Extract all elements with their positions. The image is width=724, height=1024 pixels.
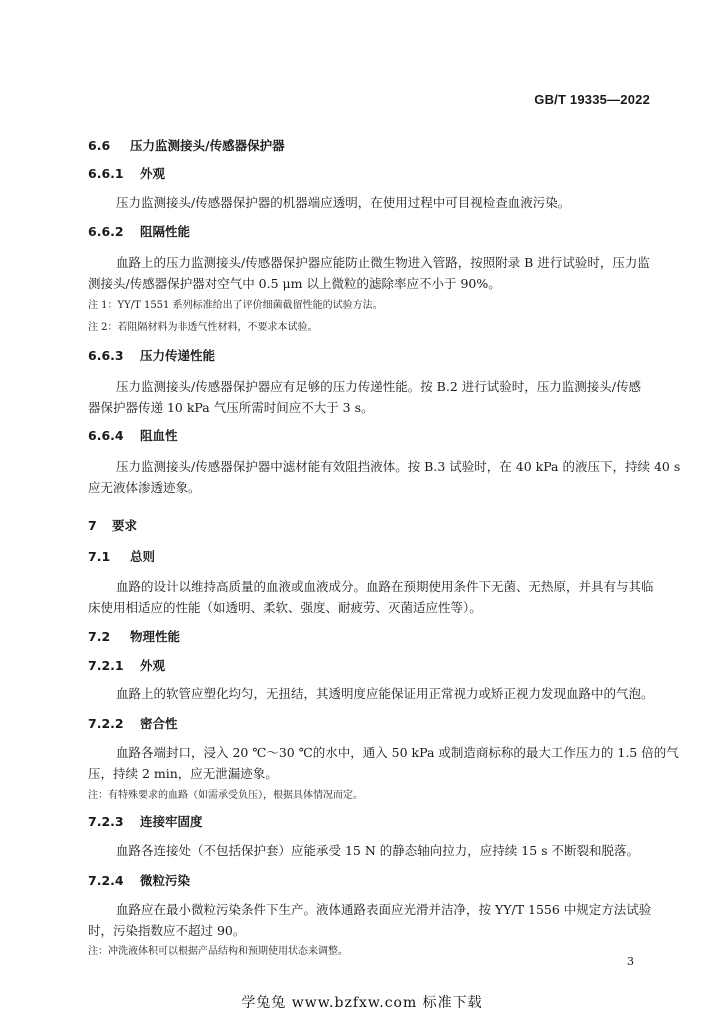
heading-6-6-3: [88, 346, 215, 364]
note-6-6-2-1: 注 1：YY/T 1551 系列标准给出了评价细菌截留性能的试验方法。: [88, 300, 383, 311]
paragraph-6-6-2-line1: 血路上的压力监测接头/传感器保护器应能防止微生物进入管路，按照附录 B 进行试验时，压力监: [116, 255, 650, 270]
heading-title: 压力传递性能: [140, 348, 216, 363]
note-7-2-4: 注：冲洗液体积可以根据产品结构和预期使用状态来调整。: [88, 946, 348, 957]
heading-number: 7.2.1: [88, 658, 124, 673]
heading-title: 外观: [140, 166, 166, 181]
heading-title: 外观: [140, 658, 166, 673]
note-7-2-2: 注：有特殊要求的血路（如需承受负压），根据具体情况而定。: [88, 790, 363, 801]
heading-number: 6.6.1: [88, 166, 124, 181]
paragraph-7-2-3: 血路各连接处（不包括保护套）应能承受 15 N 的静态轴向拉力，应持续 15 s 不断裂和脱落。: [116, 843, 640, 858]
heading-number: 7.2.4: [88, 873, 124, 888]
paragraph-7-1-line1: 血路的设计以维持高质量的血液或血液成分。血路在预期使用条件下无菌、无热原，并具有与其临: [116, 579, 654, 594]
heading-number: 6.6.4: [88, 428, 124, 443]
heading-title: 连接牢固度: [140, 814, 203, 829]
heading-number: 6.6.2: [88, 224, 124, 239]
heading-title: 密合性: [140, 716, 178, 731]
heading-title: 阻血性: [140, 428, 178, 443]
heading-title: 要求: [112, 518, 138, 533]
heading-7-2-3: [88, 812, 203, 830]
paragraph-6-6-1: 压力监测接头/传感器保护器的机器端应透明，在使用过程中可目视检查血液污染。: [116, 195, 571, 210]
heading-title: 物理性能: [130, 629, 181, 644]
heading-number: 7.2.3: [88, 814, 124, 829]
heading-6-6-4: [88, 426, 178, 444]
paragraph-7-1-line2: 床使用相适应的性能（如透明、柔软、强度、耐疲劳、灭菌适应性等）。: [88, 600, 482, 615]
paragraph-6-6-4-line1: 压力监测接头/传感器保护器中滤材能有效阻挡液体。按 B.3 试验时，在 40 kPa 的液压下，持续 40 s: [116, 459, 681, 474]
paragraph-7-2-2-line1: 血路各端封口，浸入 20 ℃～30 ℃的水中，通入 50 kPa 或制造商标称的最大工作压力的 1.5 倍的气: [116, 745, 679, 760]
heading-title: 阻隔性能: [140, 224, 191, 239]
heading-title: 微粒污染: [140, 873, 191, 888]
paragraph-7-2-4-line2: 时，污染指数应不超过 90。: [88, 923, 246, 938]
paragraph-7-2-2-line2: 压，持续 2 min，应无泄漏迹象。: [88, 766, 278, 781]
heading-6-6: [88, 136, 285, 154]
heading-6-6-1: [88, 164, 165, 182]
heading-7-2: [88, 627, 180, 645]
paragraph-6-6-4-line2: 应无液体渗透迹象。: [88, 480, 201, 495]
heading-7-2-4: [88, 871, 190, 889]
note-6-6-2-2: 注 2：若阻隔材料为非透气性材料，不要求本试验。: [88, 322, 318, 333]
heading-number: 7: [88, 518, 97, 533]
heading-6-6-2: [88, 222, 190, 240]
heading-number: 6.6: [88, 138, 111, 153]
heading-7-1: [88, 547, 155, 565]
heading-7-2-2: [88, 714, 178, 732]
paragraph-6-6-2-line2: 测接头/传感器保护器对空气中 0.5 μm 以上微粒的滤除率应不小于 90%。: [88, 276, 501, 291]
paragraph-7-2-1: 血路上的软管应塑化均匀，无扭结，其透明度应能保证用正常视力或矫正视力发现血路中的气泡。: [116, 686, 654, 701]
page-number: 3: [627, 955, 634, 968]
paragraph-6-6-3-line1: 压力监测接头/传感器保护器应有足够的压力传递性能。按 B.2 进行试验时，压力监测接头/传感: [116, 379, 641, 394]
heading-number: 7.1: [88, 549, 111, 564]
heading-title: 压力监测接头/传感器保护器: [130, 138, 285, 153]
heading-number: 7.2: [88, 629, 111, 644]
heading-number: 7.2.2: [88, 716, 124, 731]
paragraph-6-6-3-line2: 器保护器传递 10 kPa 气压所需时间应不大于 3 s。: [88, 400, 374, 415]
heading-number: 6.6.3: [88, 348, 124, 363]
heading-7: [88, 516, 137, 534]
heading-title: 总则: [130, 549, 156, 564]
standard-code: GB/T 19335—2022: [534, 92, 650, 107]
footer-watermark: 学兔兔 www.bzfxw.com 标准下载: [241, 995, 483, 1011]
paragraph-7-2-4-line1: 血路应在最小微粒污染条件下生产。液体通路表面应光滑并洁净，按 YY/T 1556 中规定方法试验: [116, 902, 652, 917]
heading-7-2-1: [88, 656, 165, 674]
